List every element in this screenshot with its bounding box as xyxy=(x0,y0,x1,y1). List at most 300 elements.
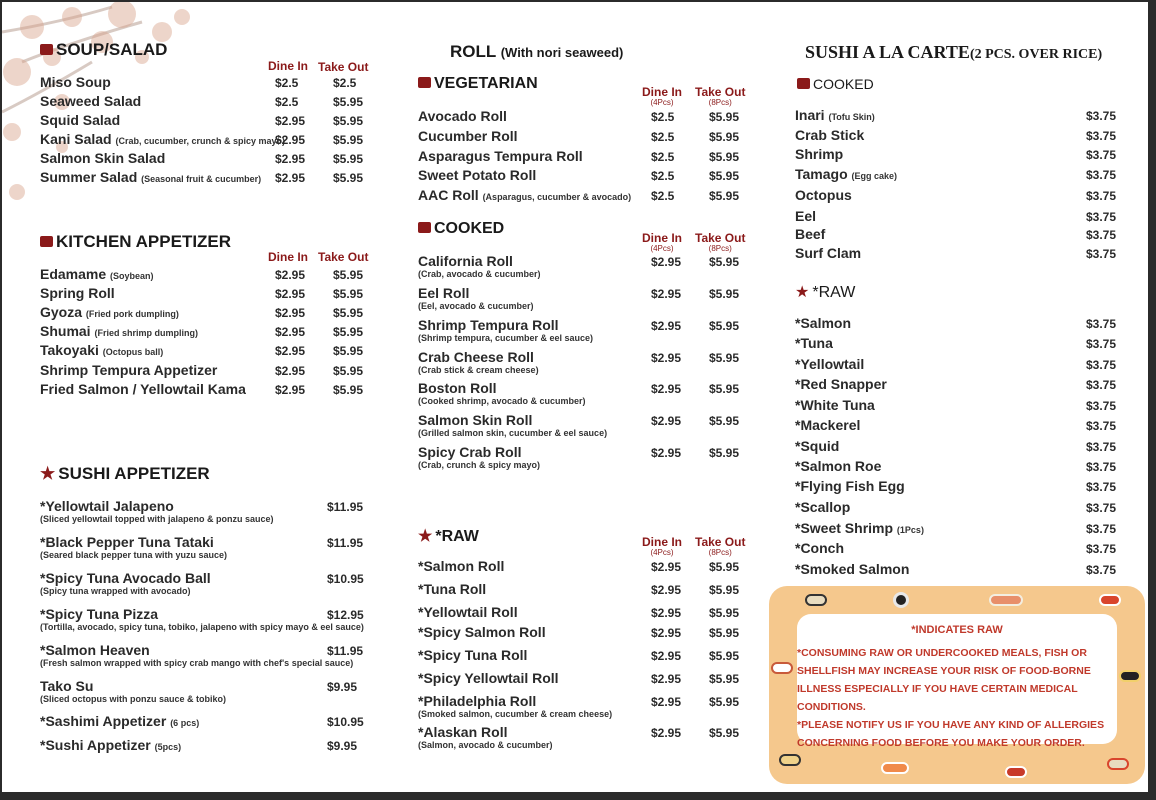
take-out-price: $5.95 xyxy=(709,606,740,620)
take-out-price: $5.95 xyxy=(333,325,364,339)
item-name-text: Boston Roll xyxy=(418,380,497,396)
raw-roll-heading xyxy=(418,526,479,546)
section-title: VEGETARIAN xyxy=(434,75,538,92)
item-name-text: *Alaskan Roll xyxy=(418,724,508,740)
item-name xyxy=(795,397,875,413)
item-description: (Grilled salmon skin, cucumber & eel sauce) xyxy=(418,428,608,438)
take-out-price: $5.95 xyxy=(333,364,364,378)
item-name xyxy=(418,253,513,269)
item-name xyxy=(795,540,844,556)
dine-in-header: Dine In (4Pcs) xyxy=(642,231,683,253)
item-name-text: Summer Salad xyxy=(40,169,138,185)
price: $11.95 xyxy=(327,536,364,550)
item-name xyxy=(418,647,527,663)
item-name-text: Asparagus Tempura Roll xyxy=(418,148,583,164)
item-name-text: *Spicy Salmon Roll xyxy=(418,624,546,640)
dine-in-price: $2.95 xyxy=(651,606,682,620)
notice-title: *INDICATES RAW xyxy=(911,624,1003,636)
sushi-icon xyxy=(805,594,827,606)
item-name-text: *Conch xyxy=(795,540,844,556)
item-name xyxy=(418,285,469,301)
item-name xyxy=(795,166,897,182)
item-name xyxy=(795,335,833,351)
sushi-icon xyxy=(779,754,801,766)
item-name-text: Salmon Skin Salad xyxy=(40,150,166,166)
take-out-price: $5.95 xyxy=(333,268,364,282)
item-name-text: *Salmon Heaven xyxy=(40,642,150,658)
roll-subtitle: (With nori seaweed) xyxy=(500,45,624,60)
dine-in-price: $2.95 xyxy=(651,695,682,709)
take-out-price: $5.95 xyxy=(333,383,364,397)
item-name-text: *Yellowtail Jalapeno xyxy=(40,498,174,514)
section-title: *RAW xyxy=(435,528,479,545)
item-name xyxy=(40,381,246,397)
item-note: (Tofu Skin) xyxy=(828,112,875,122)
sushi-a-la-carte-heading xyxy=(805,42,1102,63)
item-name-text: *Sushi Appetizer xyxy=(40,737,151,753)
notice-content xyxy=(797,614,1117,749)
dine-in-price: $2.95 xyxy=(651,726,682,740)
item-name xyxy=(795,146,843,162)
nigiri-icon xyxy=(771,662,793,674)
item-name xyxy=(418,380,497,396)
dine-in-price: $2.95 xyxy=(275,268,306,282)
item-description: (Crab, avocado & cucumber) xyxy=(418,269,541,279)
item-name-text: Cucumber Roll xyxy=(418,128,518,144)
section-title: KITCHEN APPETIZER xyxy=(56,232,232,251)
item-name xyxy=(795,315,851,331)
price: $3.75 xyxy=(1086,419,1117,433)
item-name xyxy=(40,169,261,185)
item-name xyxy=(40,304,179,320)
take-out-price: $5.95 xyxy=(333,133,364,147)
take-out-price: $5.95 xyxy=(709,414,740,428)
item-note: (Fried pork dumpling) xyxy=(85,309,179,319)
item-name-text: Miso Soup xyxy=(40,74,111,90)
item-name-text: *Scallop xyxy=(795,499,851,515)
price: $3.75 xyxy=(1086,129,1117,143)
sashimi-icon xyxy=(989,594,1023,606)
dine-in-price: $2.5 xyxy=(651,189,675,203)
take-out-price: $5.95 xyxy=(333,152,364,166)
item-note: (Asparagus, cucumber & avocado) xyxy=(482,192,632,202)
take-out-price: $5.95 xyxy=(709,110,740,124)
dine-in-price: $2.95 xyxy=(651,351,682,365)
item-name-text: Inari xyxy=(795,107,825,123)
dine-in-price: $2.95 xyxy=(651,560,682,574)
take-out-price: $5.95 xyxy=(709,150,740,164)
item-name xyxy=(418,558,504,574)
section-title: COOKED xyxy=(813,76,874,92)
item-name xyxy=(40,362,217,378)
item-name-text: *White Tuna xyxy=(795,397,875,413)
dine-in-header: Dine In (4Pcs) xyxy=(642,535,683,557)
item-name xyxy=(795,187,852,203)
item-name xyxy=(418,148,583,164)
item-name-text: Avocado Roll xyxy=(418,108,507,124)
item-name xyxy=(418,187,631,203)
dine-in-price: $2.5 xyxy=(275,76,299,90)
item-name xyxy=(418,317,559,333)
take-out-header: Take Out (8Pcs) xyxy=(695,85,746,107)
cooked-roll-heading xyxy=(418,220,504,238)
item-name xyxy=(795,438,839,454)
item-name xyxy=(795,376,887,392)
dine-in-price: $2.5 xyxy=(651,169,675,183)
item-description: (Sliced octopus with ponzu sauce & tobiko) xyxy=(40,694,227,704)
maki-icon xyxy=(1119,670,1141,682)
price: $3.75 xyxy=(1086,168,1117,182)
item-name-text: *Philadelphia Roll xyxy=(418,693,537,709)
item-name xyxy=(418,349,534,365)
item-name-text: *Sashimi Appetizer xyxy=(40,713,167,729)
take-out-price: $5.95 xyxy=(709,169,740,183)
dine-in-price: $2.95 xyxy=(651,583,682,597)
item-name xyxy=(40,93,141,109)
dine-in-price: $2.95 xyxy=(651,319,682,333)
price: $3.75 xyxy=(1086,378,1117,392)
item-note: (Fried shrimp dumpling) xyxy=(94,328,198,338)
dine-in-price: $2.95 xyxy=(275,383,306,397)
item-name xyxy=(795,226,825,242)
item-name xyxy=(795,561,909,577)
item-name xyxy=(418,412,532,428)
price: $3.75 xyxy=(1086,210,1117,224)
item-note: (Seasonal fruit & cucumber) xyxy=(141,174,262,184)
price: $10.95 xyxy=(327,572,364,586)
item-name xyxy=(40,150,165,166)
vegetarian-heading xyxy=(418,75,538,93)
price: $9.95 xyxy=(327,680,358,694)
take-out-price: $5.95 xyxy=(709,649,740,663)
dine-in-price: $2.95 xyxy=(275,325,306,339)
item-name xyxy=(418,444,521,460)
item-name xyxy=(40,74,111,90)
item-description: (Sliced yellowtail topped with jalapeno & ponzu sauce) xyxy=(40,514,274,524)
item-name-text: Shrimp xyxy=(795,146,844,162)
take-out-header: Take Out (8Pcs) xyxy=(695,231,746,253)
item-name-text: Tako Su xyxy=(40,678,94,694)
take-out-price: $5.95 xyxy=(333,306,364,320)
item-name xyxy=(418,604,518,620)
take-out-price: $5.95 xyxy=(333,171,364,185)
item-name xyxy=(40,570,211,586)
item-name-text: *Mackerel xyxy=(795,417,861,433)
item-note: (Crab, cucumber, crunch & spicy mayo) xyxy=(115,136,286,146)
item-name-text: *Spicy Tuna Roll xyxy=(418,647,528,663)
dine-in-price: $2.95 xyxy=(275,133,306,147)
item-name xyxy=(418,624,546,640)
nigiri-icon xyxy=(1005,766,1027,778)
item-name xyxy=(795,208,816,224)
dine-in-price: $2.95 xyxy=(651,255,682,269)
price: $3.75 xyxy=(1086,399,1117,413)
item-name-text: *Salmon Roe xyxy=(795,458,882,474)
item-name-text: Shumai xyxy=(40,323,91,339)
item-name-text: *Tuna Roll xyxy=(418,581,487,597)
dine-in-price: $2.5 xyxy=(651,110,675,124)
item-description: (Cooked shrimp, avocado & cucumber) xyxy=(418,396,586,406)
item-name-text: *Red Snapper xyxy=(795,376,887,392)
dine-in-price: $2.95 xyxy=(275,364,306,378)
section-title: SUSHI APPETIZER xyxy=(58,464,210,483)
item-name-text: *Spicy Yellowtail Roll xyxy=(418,670,559,686)
take-out-price: $5.95 xyxy=(709,255,740,269)
item-name xyxy=(795,520,924,536)
item-note: (Octopus ball) xyxy=(102,347,164,357)
roll-title: ROLL xyxy=(450,42,496,61)
price: $11.95 xyxy=(327,500,364,514)
item-name-text: Beef xyxy=(795,226,826,242)
item-name-text: *Tuna xyxy=(795,335,833,351)
item-description: (Eel, avocado & cucumber) xyxy=(418,301,534,311)
item-name xyxy=(40,342,163,358)
item-name xyxy=(40,713,199,729)
price: $3.75 xyxy=(1086,109,1117,123)
price: $3.75 xyxy=(1086,522,1117,536)
price: $3.75 xyxy=(1086,337,1117,351)
dine-in-price: $2.95 xyxy=(651,287,682,301)
dine-in-price: $2.95 xyxy=(275,287,306,301)
take-out-price: $5.95 xyxy=(709,626,740,640)
price: $3.75 xyxy=(1086,440,1117,454)
item-name-text: Spring Roll xyxy=(40,285,115,301)
notice-allergy: *PLEASE NOTIFY US IF YOU HAVE ANY KIND OF ALLERGIES CONCERNING FOOD BEFORE YOU MAKE YOUR ORDER. xyxy=(797,719,1105,749)
take-out-price: $5.95 xyxy=(709,672,740,686)
item-name xyxy=(795,245,861,261)
dine-in-price: $2.95 xyxy=(651,626,682,640)
dine-in-price: $2.95 xyxy=(275,344,306,358)
item-description: (Crab, crunch & spicy mayo) xyxy=(418,460,541,470)
item-name-text: Fried Salmon / Yellowtail Kama xyxy=(40,381,246,397)
item-description: (Crab stick & cream cheese) xyxy=(418,365,539,375)
maki-icon xyxy=(893,592,909,608)
item-name-text: *Black Pepper Tuna Tataki xyxy=(40,534,214,550)
dine-in-price: $2.95 xyxy=(275,114,306,128)
item-name xyxy=(40,285,115,301)
item-name-text: Surf Clam xyxy=(795,245,862,261)
take-out-header: Take Out xyxy=(318,60,369,74)
item-name xyxy=(40,112,120,128)
section-title: COOKED xyxy=(434,220,505,237)
price: $3.75 xyxy=(1086,501,1117,515)
take-out-price: $5.95 xyxy=(709,583,740,597)
price: $3.75 xyxy=(1086,563,1117,577)
item-name-text: Crab Stick xyxy=(795,127,865,143)
item-name xyxy=(795,499,850,515)
price: $10.95 xyxy=(327,715,364,729)
take-out-price: $5.95 xyxy=(709,695,740,709)
dine-in-price: $2.95 xyxy=(651,382,682,396)
item-name-text: *Flying Fish Egg xyxy=(795,478,905,494)
item-name-text: Takoyaki xyxy=(40,342,99,358)
section-title: *RAW xyxy=(812,284,856,301)
menu-page xyxy=(2,2,1148,792)
item-name xyxy=(418,693,536,709)
item-name xyxy=(418,670,559,686)
item-note: (Egg cake) xyxy=(851,171,898,181)
item-name xyxy=(418,581,486,597)
star-icon: ★ xyxy=(795,284,810,301)
take-out-price: $5.95 xyxy=(709,726,740,740)
nigiri-icon xyxy=(1099,594,1121,606)
price: $9.95 xyxy=(327,739,358,753)
item-name-text: *Salmon xyxy=(795,315,852,331)
item-name xyxy=(40,606,158,622)
item-name-text: *Salmon Roll xyxy=(418,558,505,574)
square-bullet-icon xyxy=(40,236,53,247)
item-description: (Seared black pepper tuna with yuzu sauce) xyxy=(40,550,228,560)
price: $3.75 xyxy=(1086,358,1117,372)
item-name xyxy=(40,534,214,550)
dine-in-price: $2.5 xyxy=(275,95,299,109)
price: $3.75 xyxy=(1086,460,1117,474)
item-name xyxy=(40,323,198,339)
square-bullet-icon xyxy=(418,77,431,88)
take-out-price: $5.95 xyxy=(709,189,740,203)
dine-in-header: Dine In xyxy=(268,59,309,73)
roll-heading xyxy=(450,42,623,62)
item-name-text: *Yellowtail xyxy=(795,356,865,372)
item-name-text: Edamame xyxy=(40,266,107,282)
item-name-text: *Smoked Salmon xyxy=(795,561,910,577)
item-name xyxy=(795,356,864,372)
item-name-text: *Yellowtail Roll xyxy=(418,604,518,620)
carte-cooked-heading xyxy=(797,76,874,92)
raw-food-notice xyxy=(769,586,1145,784)
item-description: (Salmon, avocado & cucumber) xyxy=(418,740,553,750)
square-bullet-icon xyxy=(40,44,53,55)
item-name-text: Crab Cheese Roll xyxy=(418,349,534,365)
take-out-price: $5.95 xyxy=(333,95,364,109)
take-out-header: Take Out xyxy=(318,250,369,264)
item-name-text: Salmon Skin Roll xyxy=(418,412,533,428)
item-name-text: Octopus xyxy=(795,187,852,203)
item-name xyxy=(418,108,507,124)
item-name-text: Squid Salad xyxy=(40,112,121,128)
item-name xyxy=(418,128,518,144)
item-name-text: Tamago xyxy=(795,166,848,182)
item-note: (Soybean) xyxy=(110,271,154,281)
item-name-text: Kani Salad xyxy=(40,131,112,147)
item-name-text: Gyoza xyxy=(40,304,83,320)
item-name-text: Seaweed Salad xyxy=(40,93,142,109)
take-out-price: $5.95 xyxy=(709,560,740,574)
item-name-text: Shrimp Tempura Roll xyxy=(418,317,559,333)
item-name xyxy=(795,127,864,143)
item-name-text: *Spicy Tuna Pizza xyxy=(40,606,158,622)
item-name-text: Shrimp Tempura Appetizer xyxy=(40,362,218,378)
star-icon: ★ xyxy=(418,528,433,545)
shrimp-sushi-icon xyxy=(881,762,909,774)
section-title: SOUP/SALAD xyxy=(56,40,168,59)
dine-in-header: Dine In xyxy=(268,250,309,264)
item-note: (5pcs) xyxy=(154,742,182,752)
dine-in-price: $2.95 xyxy=(651,672,682,686)
carte-title: SUSHI A LA CARTE xyxy=(805,42,970,62)
item-note: (1Pcs) xyxy=(896,525,924,535)
take-out-price: $5.95 xyxy=(333,114,364,128)
price: $3.75 xyxy=(1086,247,1117,261)
star-icon: ★ xyxy=(40,464,56,483)
take-out-price: $5.95 xyxy=(709,382,740,396)
item-name xyxy=(418,167,536,183)
dine-in-header: Dine In (4Pcs) xyxy=(642,85,683,107)
item-name xyxy=(40,131,285,147)
item-name xyxy=(40,642,150,658)
price: $3.75 xyxy=(1086,228,1117,242)
item-name xyxy=(40,498,174,514)
item-name xyxy=(795,478,905,494)
dine-in-price: $2.95 xyxy=(275,171,306,185)
item-name-text: *Spicy Tuna Avocado Ball xyxy=(40,570,211,586)
dine-in-price: $2.95 xyxy=(651,414,682,428)
item-name-text: Eel xyxy=(795,208,817,224)
item-name-text: California Roll xyxy=(418,253,513,269)
square-bullet-icon xyxy=(418,222,431,233)
take-out-price: $5.95 xyxy=(709,351,740,365)
price: $3.75 xyxy=(1086,480,1117,494)
carte-raw-heading xyxy=(795,282,855,302)
take-out-price: $5.95 xyxy=(333,344,364,358)
price: $3.75 xyxy=(1086,148,1117,162)
dine-in-price: $2.95 xyxy=(651,446,682,460)
item-name xyxy=(795,458,881,474)
dine-in-price: $2.5 xyxy=(651,150,675,164)
take-out-price: $2.5 xyxy=(333,76,357,90)
item-name xyxy=(40,266,154,282)
price: $12.95 xyxy=(327,608,364,622)
item-name-text: AAC Roll xyxy=(418,187,479,203)
take-out-price: $5.95 xyxy=(709,319,740,333)
item-description: (Smoked salmon, cucumber & cream cheese) xyxy=(418,709,613,719)
price: $3.75 xyxy=(1086,542,1117,556)
square-bullet-icon xyxy=(797,78,810,89)
item-name-text: Spicy Crab Roll xyxy=(418,444,522,460)
take-out-header: Take Out (8Pcs) xyxy=(695,535,746,557)
soup-salad-heading xyxy=(40,40,167,60)
item-name xyxy=(40,737,181,753)
take-out-price: $5.95 xyxy=(709,287,740,301)
item-description: (Spicy tuna wrapped with avocado) xyxy=(40,586,191,596)
item-name-text: Sweet Potato Roll xyxy=(418,167,537,183)
nigiri-icon xyxy=(1107,758,1129,770)
dine-in-price: $2.95 xyxy=(275,152,306,166)
item-description: (Shrimp tempura, cucumber & eel sauce) xyxy=(418,333,594,343)
sushi-appetizer-heading xyxy=(40,464,210,484)
carte-subtitle: (2 PCS. OVER RICE) xyxy=(969,47,1103,62)
dine-in-price: $2.5 xyxy=(651,130,675,144)
item-name xyxy=(795,107,875,123)
price: $11.95 xyxy=(327,644,364,658)
kitchen-appetizer-heading xyxy=(40,232,231,252)
take-out-price: $5.95 xyxy=(709,446,740,460)
take-out-price: $5.95 xyxy=(333,287,364,301)
notice-warning: *CONSUMING RAW OR UNDERCOOKED MEALS, FISH OR SHELLFISH MAY INCREASE YOUR RISK OF FOOD-BORNE ILLNESS ESPECIALLY IF YOU HAVE CERTAIN MEDICAL CONDITIONS. xyxy=(797,647,1091,713)
take-out-price: $5.95 xyxy=(709,130,740,144)
price: $3.75 xyxy=(1086,317,1117,331)
item-note: (6 pcs) xyxy=(170,718,200,728)
item-name xyxy=(40,678,93,694)
dine-in-price: $2.95 xyxy=(275,306,306,320)
item-name-text: Eel Roll xyxy=(418,285,470,301)
item-name-text: *Squid xyxy=(795,438,840,454)
item-description: (Fresh salmon wrapped with spicy crab mango with chef's special sauce) xyxy=(40,658,354,668)
item-name-text: *Sweet Shrimp xyxy=(795,520,894,536)
price: $3.75 xyxy=(1086,189,1117,203)
item-name xyxy=(795,417,860,433)
item-name xyxy=(418,724,507,740)
